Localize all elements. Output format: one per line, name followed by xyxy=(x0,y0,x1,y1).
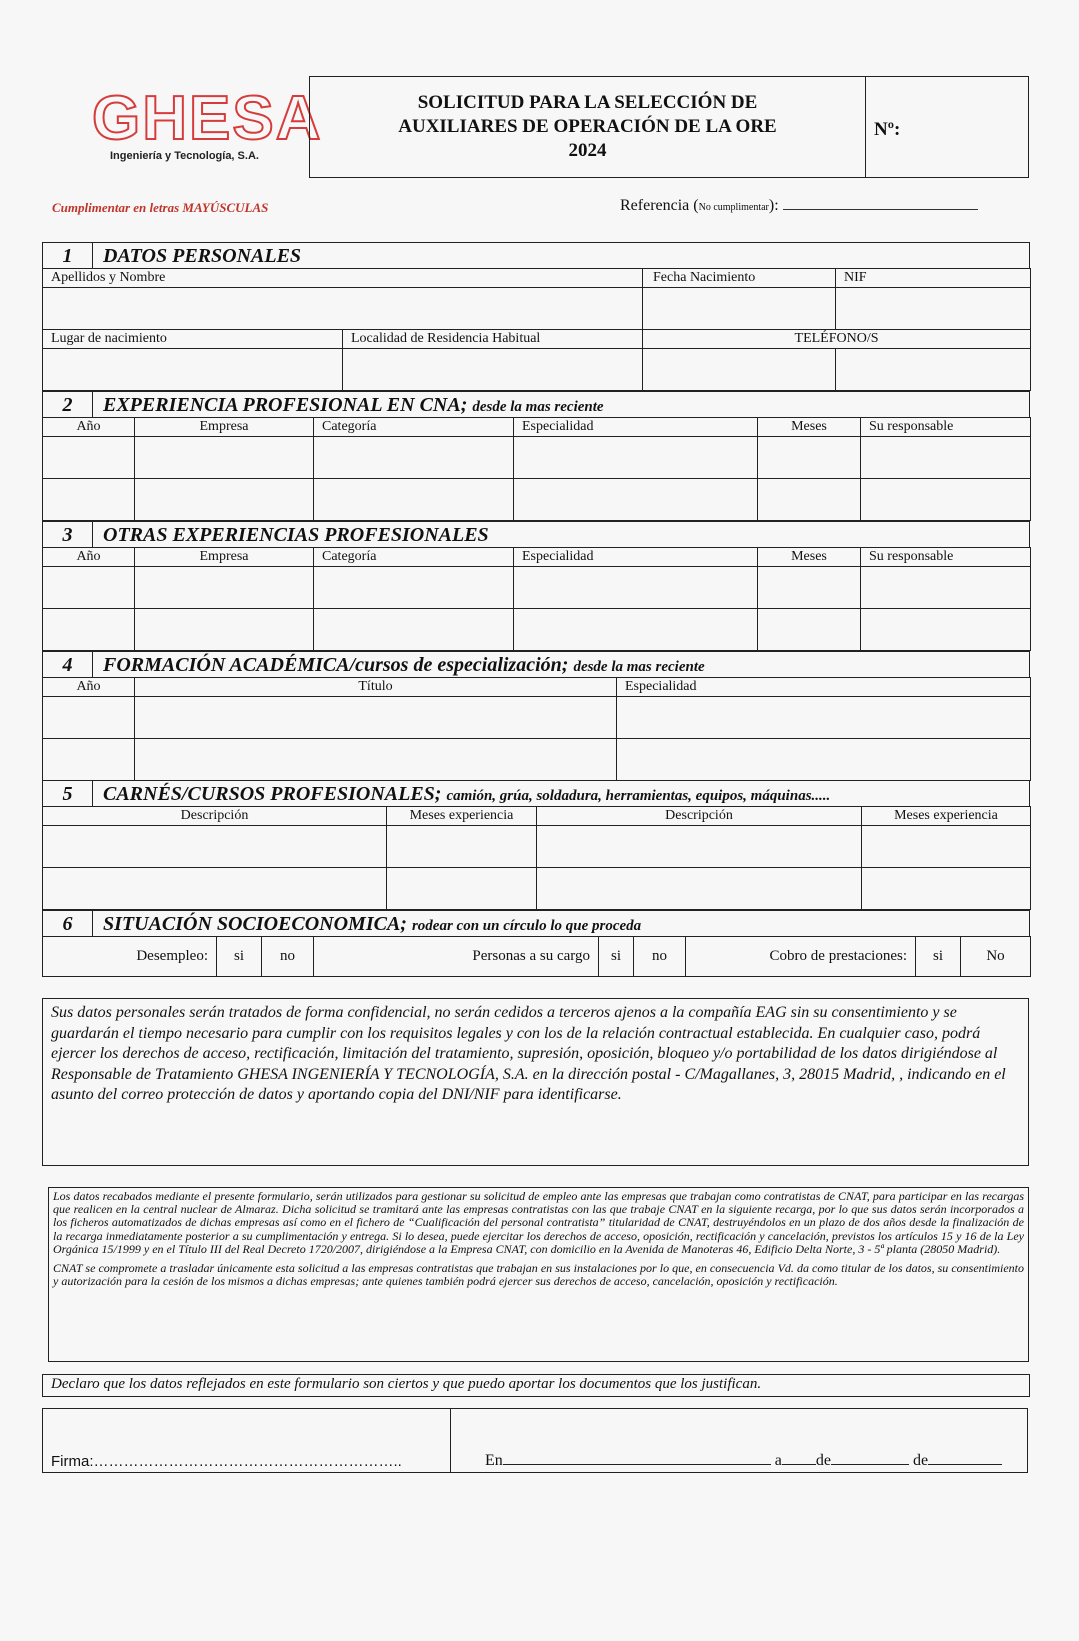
cell[interactable] xyxy=(862,868,1031,910)
title-divider xyxy=(865,77,866,177)
col-months-experience: Meses experiencia xyxy=(387,807,537,826)
nif-field[interactable] xyxy=(836,288,1031,330)
section-title-main: EXPERIENCIA PROFESIONAL EN CNA; xyxy=(103,394,468,416)
col-category: Categoría xyxy=(314,548,514,567)
cell[interactable] xyxy=(514,567,758,609)
form-title-box xyxy=(309,76,1029,178)
section-number: 4 xyxy=(43,652,93,677)
col-specialty: Especialidad xyxy=(514,548,758,567)
col-specialty: Especialidad xyxy=(514,418,758,437)
signature-box xyxy=(42,1408,1028,1473)
month-line[interactable] xyxy=(831,1450,909,1465)
birthplace-label: Lugar de nacimiento xyxy=(43,330,343,349)
birthdate-label: Fecha Nacimiento xyxy=(643,269,836,288)
cell[interactable] xyxy=(135,437,314,479)
place-line[interactable] xyxy=(503,1450,771,1465)
section-1-header xyxy=(42,242,1030,268)
cell[interactable] xyxy=(758,479,861,521)
table-row xyxy=(43,739,1031,781)
cell[interactable] xyxy=(314,437,514,479)
section-number: 1 xyxy=(43,243,93,268)
table-row xyxy=(43,609,1031,651)
section-number: 2 xyxy=(43,392,93,417)
reference-field[interactable] xyxy=(620,197,978,215)
section-title xyxy=(103,781,830,809)
ghesa-logo xyxy=(92,84,323,162)
section-title-main: FORMACIÓN ACADÉMICA/cursos de especialización; xyxy=(103,654,569,676)
place-date-field[interactable] xyxy=(485,1450,1002,1470)
col-responsible: Su responsable xyxy=(861,548,1031,567)
cell[interactable] xyxy=(135,567,314,609)
section-subtitle: camión, grúa, soldadura, herramientas, equipos, máquinas..... xyxy=(446,788,831,804)
number-label: Nº: xyxy=(874,119,901,140)
table-row xyxy=(43,868,1031,910)
cell[interactable] xyxy=(43,567,135,609)
cell[interactable] xyxy=(758,437,861,479)
data-protection-notice: Sus datos personales serán tratados de forma confidencial, no serán cedidos a terceros ajenos a la compañía EAG sin su consentimiento y se guardarán el tiempo necesario para cumplir con los requisitos legales y con los de la relación contractual establecida. En cualquier caso, podrá ejercer los derechos de acceso, rectificación, limitación del tratamiento, supresión, oposición, bloqueo y/o portabilidad de los datos dirigiéndose al Responsable de Tratamiento GHESA INGENIERÍA Y TECNOLOGÍA, S.A. en la dirección postal - C/Magallanes, 3, 28015 Madrid, , indicando en el asunto del correo protección de datos y aportando copia del DNI/NIF para identificarse. xyxy=(42,998,1029,1166)
signature-divider xyxy=(450,1409,451,1472)
cell[interactable] xyxy=(135,697,617,739)
form-title: SOLICITUD PARA LA SELECCIÓN DE AUXILIARES DE OPERACIÓN DE LA ORE 2024 xyxy=(398,92,777,161)
cell[interactable] xyxy=(861,479,1031,521)
section-number: 6 xyxy=(43,911,93,936)
year-label: de xyxy=(913,1452,929,1469)
nif-label: NIF xyxy=(836,269,1031,288)
dependents-no-option[interactable]: no xyxy=(634,937,686,977)
logo-text: GHESA xyxy=(92,84,323,153)
cell[interactable] xyxy=(862,826,1031,868)
cell[interactable] xyxy=(135,609,314,651)
dependents-label: Personas a su cargo xyxy=(314,937,599,977)
reference-label: Referencia ( xyxy=(620,197,699,214)
day-line[interactable] xyxy=(782,1450,816,1465)
cell[interactable] xyxy=(43,609,135,651)
col-responsible: Su responsable xyxy=(861,418,1031,437)
cell[interactable] xyxy=(537,868,862,910)
section-title: DATOS PERSONALES xyxy=(103,245,302,267)
legal-notice xyxy=(48,1187,1029,1362)
education-table xyxy=(42,677,1031,781)
benefits-yes-option[interactable]: si xyxy=(916,937,961,977)
cell[interactable] xyxy=(537,826,862,868)
cell[interactable] xyxy=(314,609,514,651)
section-title-main: CARNÉS/CURSOS PROFESIONALES; xyxy=(103,783,442,805)
cell[interactable] xyxy=(135,739,617,781)
phone-field-1[interactable] xyxy=(643,349,836,391)
section-2-header xyxy=(42,391,1030,417)
col-months-experience: Meses experiencia xyxy=(862,807,1031,826)
licenses-table xyxy=(42,806,1031,910)
cell[interactable] xyxy=(861,609,1031,651)
section-number: 5 xyxy=(43,781,93,806)
col-description: Descripción xyxy=(537,807,862,826)
col-description: Descripción xyxy=(43,807,387,826)
cell[interactable] xyxy=(861,567,1031,609)
col-company: Empresa xyxy=(135,548,314,567)
cell[interactable] xyxy=(758,567,861,609)
cell[interactable] xyxy=(43,697,135,739)
col-months: Meses xyxy=(758,548,861,567)
cell[interactable] xyxy=(43,437,135,479)
table-row xyxy=(43,437,1031,479)
section-title xyxy=(103,652,705,680)
section-6-header xyxy=(42,910,1030,936)
surname-name-field[interactable] xyxy=(43,288,643,330)
cell[interactable] xyxy=(387,868,537,910)
col-specialty: Especialidad xyxy=(617,678,1031,697)
cell[interactable] xyxy=(43,479,135,521)
cell[interactable] xyxy=(758,609,861,651)
col-category: Categoría xyxy=(314,418,514,437)
table-row xyxy=(43,479,1031,521)
reference-end: ): xyxy=(768,197,779,214)
socioeconomic-table xyxy=(42,936,1031,977)
section-title-main: SITUACIÓN SOCIOECONOMICA; xyxy=(103,913,407,935)
day-label: a xyxy=(774,1452,782,1469)
section-title xyxy=(103,392,604,420)
section-3-header xyxy=(42,521,1030,547)
signature-field[interactable]: Firma:…………………………………………………….. xyxy=(51,1453,402,1470)
cell[interactable] xyxy=(514,609,758,651)
col-year: Año xyxy=(43,418,135,437)
cell[interactable] xyxy=(617,739,1031,781)
section-subtitle: rodear con un círculo lo que proceda xyxy=(411,918,642,934)
phone-label: TELÉFONO/S xyxy=(643,330,1031,349)
cell[interactable] xyxy=(43,826,387,868)
other-experience-table xyxy=(42,547,1031,651)
unemployed-yes-option[interactable]: si xyxy=(217,937,262,977)
dependents-yes-option[interactable]: si xyxy=(599,937,634,977)
cna-experience-table xyxy=(42,417,1031,521)
legal-paragraph-1: Los datos recabados mediante el presente formulario, serán utilizados para gestionar su solicitud de empleo ante las empresas que trabajan como contratistas de CNAT, para participar en las recargas que realicen en la central nuclear de Almaraz. Dicha solicitud se tramitará ante las empresas contratistas con las que trabaje CNAT en la siguiente recarga, por lo que sus datos serán incorporados a los ficheros automatizados de dichas empresas así como en el fichero de “Cualificación del personal contratista” titularidad de CNAT, destruyéndolos en un plazo de dos años desde la finalización de la recarga inmediatamente posterior a su cumplimentación y entrega. Si lo desea, puede ejercitar los derechos de acceso, oposición, rectificación y cancelación, previstos los artículos 15 y 16 de la Ley Orgánica 15/1999 y en el Título III del Real Decreto 1720/2007, dirigiéndose a la Empresa CNAT, con domicilio en la Avenida de Manoteras 46, Edificio Delta Norte, 3 - 5ª planta (28050 Madrid). xyxy=(53,1189,1024,1256)
legal-paragraph-2: CNAT se compromete a trasladar únicamente esta solicitud a las empresas contratistas que trabajan en sus instalaciones por lo que, en consecuencia Vd. da como titular de los datos, su consentimiento y autorización para la cesión de los mismos a dichas empresas; ante quienes también podrá ejercer sus derechos de acceso, cancelación, oposición y rectificación. xyxy=(53,1261,1024,1289)
declaration-text: Declaro que los datos reflejados en este formulario son ciertos y que puedo aportar los documentos que los justifican. xyxy=(42,1374,1030,1397)
section-5-header xyxy=(42,780,1030,806)
cell[interactable] xyxy=(387,826,537,868)
benefits-label: Cobro de prestaciones: xyxy=(686,937,916,977)
cell[interactable] xyxy=(514,479,758,521)
col-months: Meses xyxy=(758,418,861,437)
cell[interactable] xyxy=(617,697,1031,739)
birthdate-field[interactable] xyxy=(643,288,836,330)
surname-name-label: Apellidos y Nombre xyxy=(43,269,643,288)
place-label: En xyxy=(485,1452,503,1469)
birthplace-field[interactable] xyxy=(43,349,343,391)
table-row xyxy=(43,826,1031,868)
year-line[interactable] xyxy=(928,1450,1002,1465)
reference-line[interactable] xyxy=(783,209,978,210)
uppercase-note: Cumplimentar en letras MAYÚSCULAS xyxy=(52,200,269,215)
personal-data-table xyxy=(42,268,1031,391)
col-company: Empresa xyxy=(135,418,314,437)
section-subtitle: desde la mas reciente xyxy=(472,399,604,415)
section-subtitle: desde la mas reciente xyxy=(573,659,705,675)
cell[interactable] xyxy=(43,739,135,781)
residence-label: Localidad de Residencia Habitual xyxy=(343,330,643,349)
table-row xyxy=(43,567,1031,609)
cell[interactable] xyxy=(135,479,314,521)
section-title: OTRAS EXPERIENCIAS PROFESIONALES xyxy=(103,524,489,546)
phone-field-2[interactable] xyxy=(836,349,1031,391)
col-year: Año xyxy=(43,678,135,697)
unemployed-no-option[interactable]: no xyxy=(262,937,314,977)
logo-subtitle: Ingeniería y Tecnología, S.A. xyxy=(110,150,259,162)
table-row xyxy=(43,697,1031,739)
cell[interactable] xyxy=(314,479,514,521)
cell[interactable] xyxy=(314,567,514,609)
reference-small: No cumplimentar xyxy=(698,202,769,213)
section-4-header xyxy=(42,651,1030,677)
col-year: Año xyxy=(43,548,135,567)
month-label: de xyxy=(815,1452,831,1469)
cell[interactable] xyxy=(514,437,758,479)
section-title xyxy=(103,911,641,939)
cell[interactable] xyxy=(43,868,387,910)
benefits-no-option[interactable]: No xyxy=(961,937,1031,977)
unemployed-label: Desempleo: xyxy=(43,937,217,977)
residence-field[interactable] xyxy=(343,349,643,391)
cell[interactable] xyxy=(861,437,1031,479)
col-title: Título xyxy=(135,678,617,697)
section-number: 3 xyxy=(43,522,93,547)
